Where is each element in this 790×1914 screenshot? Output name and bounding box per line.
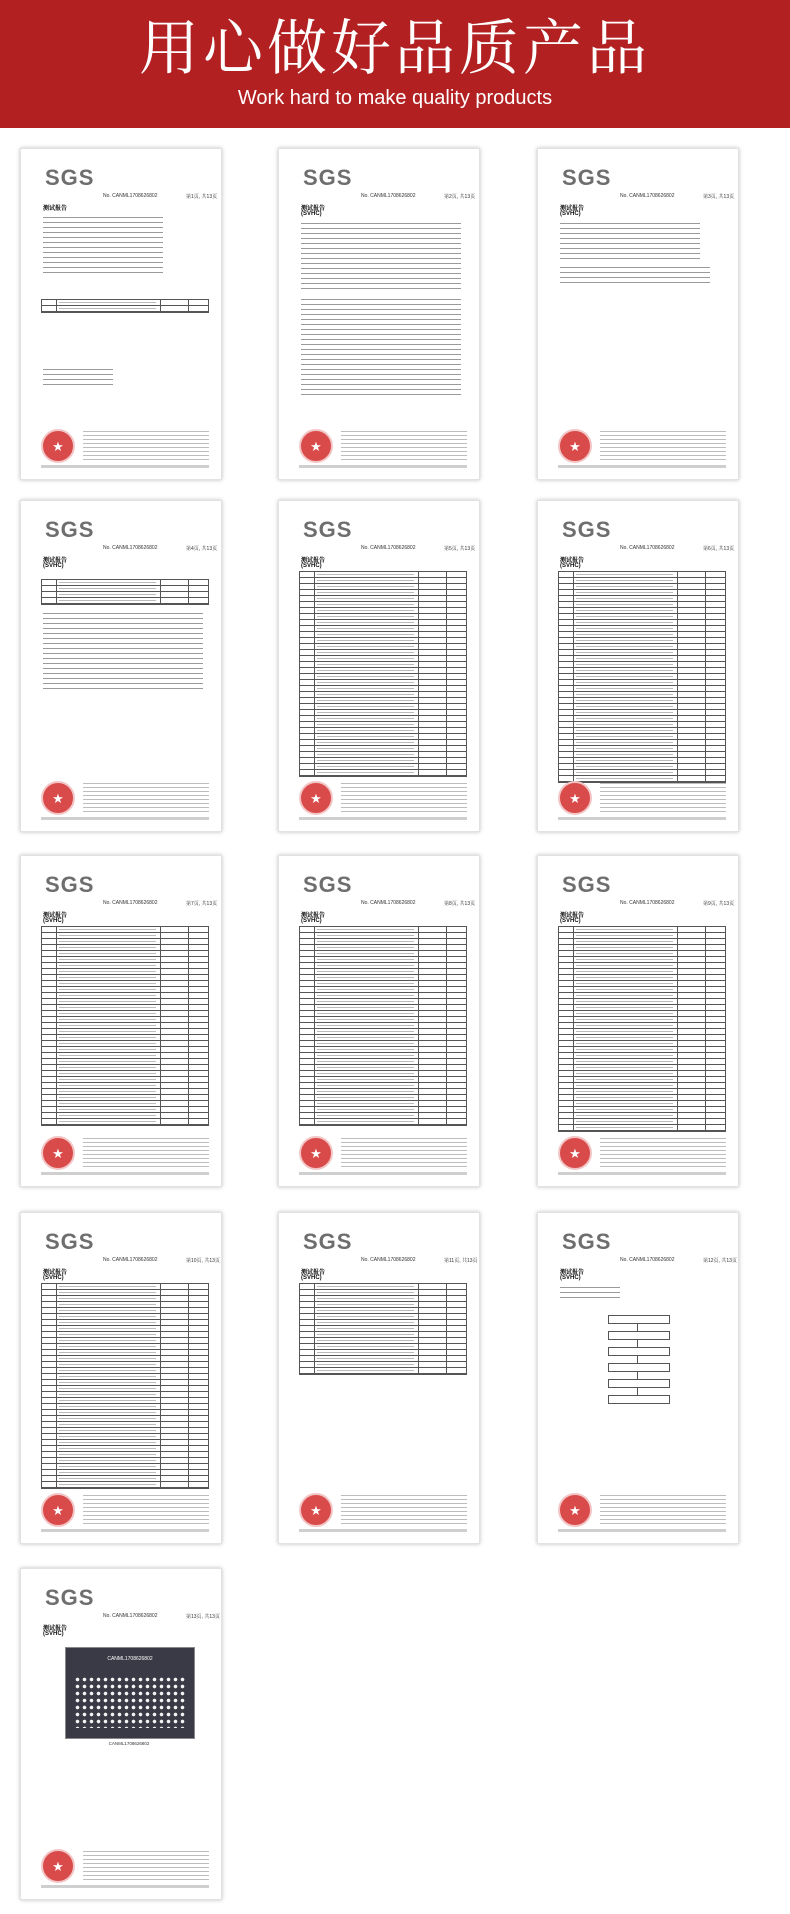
flow-arrow [637, 1355, 638, 1363]
sample-photo [65, 1647, 195, 1739]
report-subtitle: (SVHC) [560, 211, 581, 217]
fine-print [83, 1851, 209, 1881]
report-title: 测试报告 [560, 206, 585, 212]
fine-print [600, 1495, 726, 1525]
footer-bar [41, 817, 209, 820]
report-title: 测试报告 [43, 206, 68, 212]
report-title: 测试报告 [43, 1626, 68, 1632]
flow-arrow [637, 1387, 638, 1395]
body-text [43, 369, 113, 389]
sgs-logo: SGS [45, 1585, 95, 1610]
flow-step [608, 1363, 670, 1372]
sgs-seal-icon [41, 1849, 75, 1883]
sgs-seal-icon [558, 429, 592, 463]
report-subtitle: (SVHC) [43, 563, 64, 569]
sample-granules [74, 1676, 186, 1728]
report-page-10[interactable] [20, 1212, 222, 1544]
svhc-table [299, 926, 467, 1126]
svhc-table [558, 926, 726, 1132]
sgs-seal-icon [41, 429, 75, 463]
top-banner [0, 0, 790, 128]
photo-label: CANML1708626802 [107, 1656, 153, 1662]
flow-step [608, 1331, 670, 1340]
footer-bar [299, 465, 467, 468]
sgs-logo: SGS [303, 165, 353, 190]
footer-bar [41, 1529, 209, 1532]
footer-bar [299, 817, 467, 820]
report-subtitle: (SVHC) [301, 211, 322, 217]
sgs-seal-icon [558, 1136, 592, 1170]
sgs-logo: SGS [562, 165, 612, 190]
report-title: 测试报告 [560, 1270, 585, 1276]
body-text [560, 267, 710, 287]
report-subtitle: (SVHC) [301, 918, 322, 924]
sgs-seal-icon [299, 781, 333, 815]
footer-bar [41, 465, 209, 468]
fine-print [83, 783, 209, 813]
report-title: 测试报告 [301, 1270, 326, 1276]
fine-print [600, 783, 726, 813]
page-label: 第8页, 共13页 [444, 901, 476, 907]
fine-print [83, 1138, 209, 1168]
report-number: No. CANML1708626802 [361, 1257, 416, 1263]
sgs-logo: SGS [562, 517, 612, 542]
report-title: 测试报告 [43, 913, 68, 919]
report-number: No. CANML1708626802 [103, 193, 158, 199]
sgs-logo: SGS [303, 1229, 353, 1254]
flow-step [608, 1395, 670, 1404]
page-label: 第11页, 共13页 [444, 1258, 478, 1264]
result-table [41, 299, 209, 313]
report-number: No. CANML1708626802 [620, 900, 675, 906]
report-title: 测试报告 [301, 913, 326, 919]
flow-step [608, 1315, 670, 1324]
sgs-seal-icon [558, 1493, 592, 1527]
page-label: 第5页, 共13页 [444, 546, 476, 552]
flow-arrow [637, 1371, 638, 1379]
svhc-table [41, 1283, 209, 1489]
page-label: 第10页, 共13页 [186, 1258, 220, 1264]
sgs-seal-icon [41, 781, 75, 815]
body-text [560, 1287, 620, 1299]
report-page-7[interactable] [20, 855, 222, 1187]
report-page-13[interactable] [20, 1568, 222, 1900]
flow-arrow [637, 1339, 638, 1347]
report-subtitle: (SVHC) [560, 1275, 581, 1281]
sgs-logo: SGS [45, 517, 95, 542]
report-number: No. CANML1708626802 [103, 900, 158, 906]
footer-bar [299, 1529, 467, 1532]
sgs-logo: SGS [45, 1229, 95, 1254]
sgs-seal-icon [299, 429, 333, 463]
sgs-logo: SGS [303, 872, 353, 897]
report-number: No. CANML1708626802 [103, 1257, 158, 1263]
sgs-logo: SGS [303, 517, 353, 542]
report-number: No. CANML1708626802 [103, 545, 158, 551]
footer-bar [41, 1172, 209, 1175]
footer-bar [41, 1885, 209, 1888]
page-label: 第3页, 共13页 [703, 194, 735, 200]
report-page-9[interactable] [537, 855, 739, 1187]
page-label: 第1页, 共13页 [186, 194, 218, 200]
footer-bar [558, 1529, 726, 1532]
report-number: No. CANML1708626802 [620, 545, 675, 551]
page-label: 第13页, 共13页 [186, 1614, 220, 1620]
fine-print [600, 1138, 726, 1168]
sgs-logo: SGS [45, 872, 95, 897]
flow-step [608, 1347, 670, 1356]
notes-text [43, 613, 203, 693]
report-number: No. CANML1708626802 [361, 900, 416, 906]
report-subtitle: (SVHC) [43, 1631, 64, 1637]
report-page-11[interactable] [278, 1212, 480, 1544]
report-subtitle: (SVHC) [43, 1275, 64, 1281]
fine-print [341, 783, 467, 813]
report-title: 测试报告 [43, 1270, 68, 1276]
report-title: 测试报告 [560, 913, 585, 919]
body-text [301, 299, 461, 399]
result-table [41, 579, 209, 605]
report-subtitle: (SVHC) [43, 918, 64, 924]
fine-print [600, 431, 726, 461]
report-number: No. CANML1708626802 [361, 193, 416, 199]
svhc-table [41, 926, 209, 1126]
fine-print [341, 1138, 467, 1168]
report-number: No. CANML1708626802 [361, 545, 416, 551]
sgs-logo: SGS [562, 872, 612, 897]
report-page-12[interactable] [537, 1212, 739, 1544]
footer-bar [299, 1172, 467, 1175]
report-subtitle: (SVHC) [560, 918, 581, 924]
flow-step [608, 1379, 670, 1388]
report-number: No. CANML1708626802 [103, 1613, 158, 1619]
sgs-seal-icon [299, 1493, 333, 1527]
banner-subtitle: Work hard to make quality products [237, 87, 553, 109]
report-page-6[interactable] [537, 500, 739, 832]
sgs-seal-icon [41, 1493, 75, 1527]
body-text [43, 217, 163, 277]
report-number: No. CANML1708626802 [620, 1257, 675, 1263]
svhc-table [299, 1283, 467, 1375]
page-label: 第7页, 共13页 [186, 901, 218, 907]
report-title: 测试报告 [301, 558, 326, 564]
flow-arrow [637, 1323, 638, 1331]
report-page-5[interactable] [278, 500, 480, 832]
page-label: 第4页, 共13页 [186, 546, 218, 552]
footer-bar [558, 1172, 726, 1175]
sgs-logo: SGS [562, 1229, 612, 1254]
sgs-seal-icon [558, 781, 592, 815]
page-label: 第9页, 共13页 [703, 901, 735, 907]
banner-title: 用心做好品质产品 [139, 14, 651, 84]
report-subtitle: (SVHC) [301, 1275, 322, 1281]
svhc-table [558, 571, 726, 783]
fine-print [341, 1495, 467, 1525]
svhc-table [299, 571, 467, 777]
report-title: 测试报告 [301, 206, 326, 212]
report-page-1[interactable] [20, 148, 222, 480]
body-text [301, 223, 461, 293]
fine-print [83, 431, 209, 461]
footer-bar [558, 465, 726, 468]
sgs-logo: SGS [45, 165, 95, 190]
report-page-3[interactable] [537, 148, 739, 480]
page-label: 第12页, 共13页 [703, 1258, 737, 1264]
fine-print [83, 1495, 209, 1525]
report-subtitle: (SVHC) [301, 563, 322, 569]
report-page-2[interactable] [278, 148, 480, 480]
report-number: No. CANML1708626802 [620, 193, 675, 199]
sgs-seal-icon [299, 1136, 333, 1170]
body-text [560, 223, 700, 263]
report-page-4[interactable] [20, 500, 222, 832]
footer-bar [558, 817, 726, 820]
report-title: 测试报告 [560, 558, 585, 564]
report-page-8[interactable] [278, 855, 480, 1187]
page-label: 第6页, 共13页 [703, 546, 735, 552]
photo-caption: CANML1708626802 [108, 1741, 150, 1746]
fine-print [341, 431, 467, 461]
page-label: 第2页, 共13页 [444, 194, 476, 200]
report-title: 测试报告 [43, 558, 68, 564]
sgs-seal-icon [41, 1136, 75, 1170]
report-subtitle: (SVHC) [560, 563, 581, 569]
